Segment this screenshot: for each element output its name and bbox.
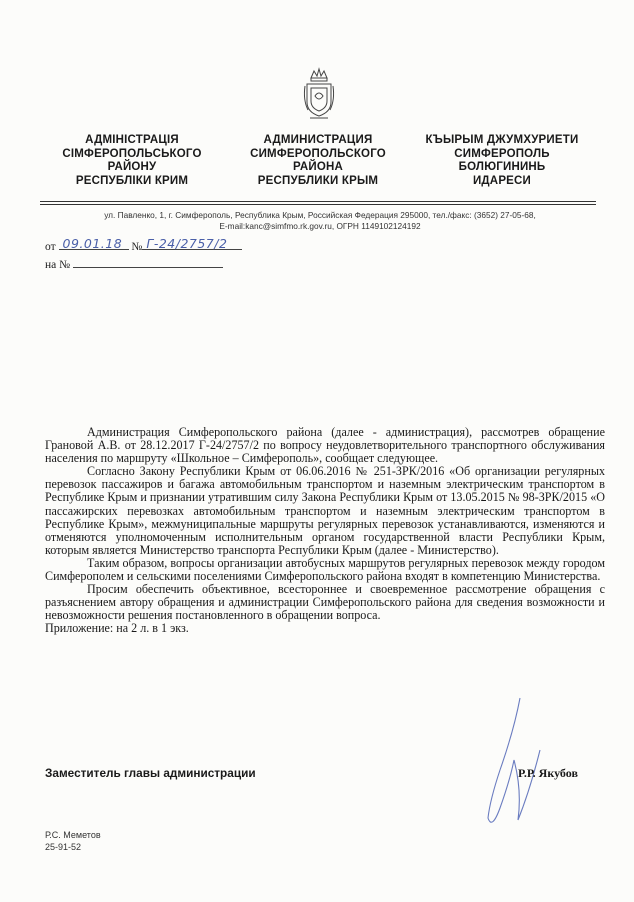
header-ua-line: РЕСПУБЛІКИ КРИМ	[75, 174, 189, 187]
coat-of-arms-emblem-icon	[302, 66, 336, 122]
header-ua-line: СІМФЕРОПОЛЬСЬКОГО	[62, 147, 202, 160]
header-crimean-tatar	[412, 134, 592, 188]
executor-phone: 25-91-52	[45, 842, 82, 852]
header-ru-line: СИМФЕРОПОЛЬСКОГО	[250, 147, 386, 160]
incoming-reference	[45, 256, 223, 271]
attachment-note: Приложение: на 2 л. в 1 экз.	[45, 621, 189, 636]
header-kt-line: СИМФЕРОПОЛЬ	[454, 147, 550, 160]
header-divider	[40, 204, 596, 205]
signatory-name: Р.Р. Якубов	[518, 766, 578, 780]
contact-line: E-mail:kanc@simfmo.rk.gov.ru, ОГРН 1149102124192	[219, 221, 421, 231]
header-ru-line: АДМИНИСТРАЦИЯ	[263, 134, 373, 146]
date-field	[59, 238, 129, 250]
letter-body	[45, 426, 605, 636]
handwritten-date: 09.01.18	[62, 236, 123, 251]
header-ua-line: РАЙОНУ	[107, 161, 157, 173]
incoming-number-field	[73, 256, 223, 268]
header-russian	[228, 134, 408, 188]
body-paragraph: Администрация Симферопольского района (далее - администрация), рассмотрев обращение Грановой А.В. от 28.12.2017 Г-24/2757/2 по вопросу неудовлетворительного транспортного обслуживания населения по маршруту «Школьное – Симферополь», сообщает следующее.	[45, 425, 605, 466]
header-ru-line: РАЙОНА	[293, 161, 343, 173]
outgoing-reference	[45, 238, 242, 253]
handwritten-signature-icon	[470, 690, 550, 840]
number-label: №	[131, 241, 143, 253]
address-line: ул. Павленко, 1, г. Симферополь, Республика Крым, Российская Федерация 295000, тел./факс: (3652) 27-05-68,	[104, 210, 536, 220]
handwritten-number: Г-24/2757/2	[146, 236, 228, 251]
body-paragraph: Таким образом, вопросы организации автобусных маршрутов регулярных перевозок между городом Симферополем и сельскими поселениями Симферопольского района входят в компетенцию Министерства.	[45, 555, 605, 584]
header-kt-line: ИДАРЕСИ	[472, 174, 532, 187]
header-divider	[40, 201, 596, 202]
number-field	[142, 238, 242, 250]
header-ukrainian	[42, 134, 222, 188]
from-label: от	[45, 241, 56, 253]
header-kt-line: БОЛЮГИНИНЬ	[458, 161, 546, 173]
executor-name: Р.С. Меметов	[45, 830, 101, 840]
signatory-title: Заместитель главы администрации	[45, 766, 256, 780]
body-paragraph: Согласно Закону Республики Крым от 06.06.2016 № 251-ЗРК/2016 «Об организации регулярных перевозок пассажиров и багажа автомобильным транспортом и наземным электрическим транспортом в Республике Крым и признании утратившим силу Закона Республики Крым от 13.05.2015 № 98-ЗРК/2015 «О пассажирских перевозках автомобильным транспортом и наземным электрическим транспортом в Республике Крым», межмуниципальные маршруты регулярных перевозок устанавливаются, изменяются и отменяются уполномоченным исполнительным органом государственной власти Республики Крым, которым является Министерство транспорта Республики Крым (далее - Министерство).	[45, 464, 605, 557]
header-kt-line: КЪЫРЫМ ДЖУМХУРИЕТИ	[425, 134, 579, 146]
to-label: на №	[45, 259, 71, 271]
body-paragraph: Просим обеспечить объективное, всестороннее и своевременное рассмотрение обращения с разъяснением автору обращения и администрации Симферопольского района для сведения возможности и невозможности решения постановленного в обращении вопроса.	[45, 582, 605, 623]
header-ru-line: РЕСПУБЛИКИ КРЫМ	[257, 174, 379, 187]
header-ua-line: АДМІНІСТРАЦІЯ	[85, 134, 179, 146]
